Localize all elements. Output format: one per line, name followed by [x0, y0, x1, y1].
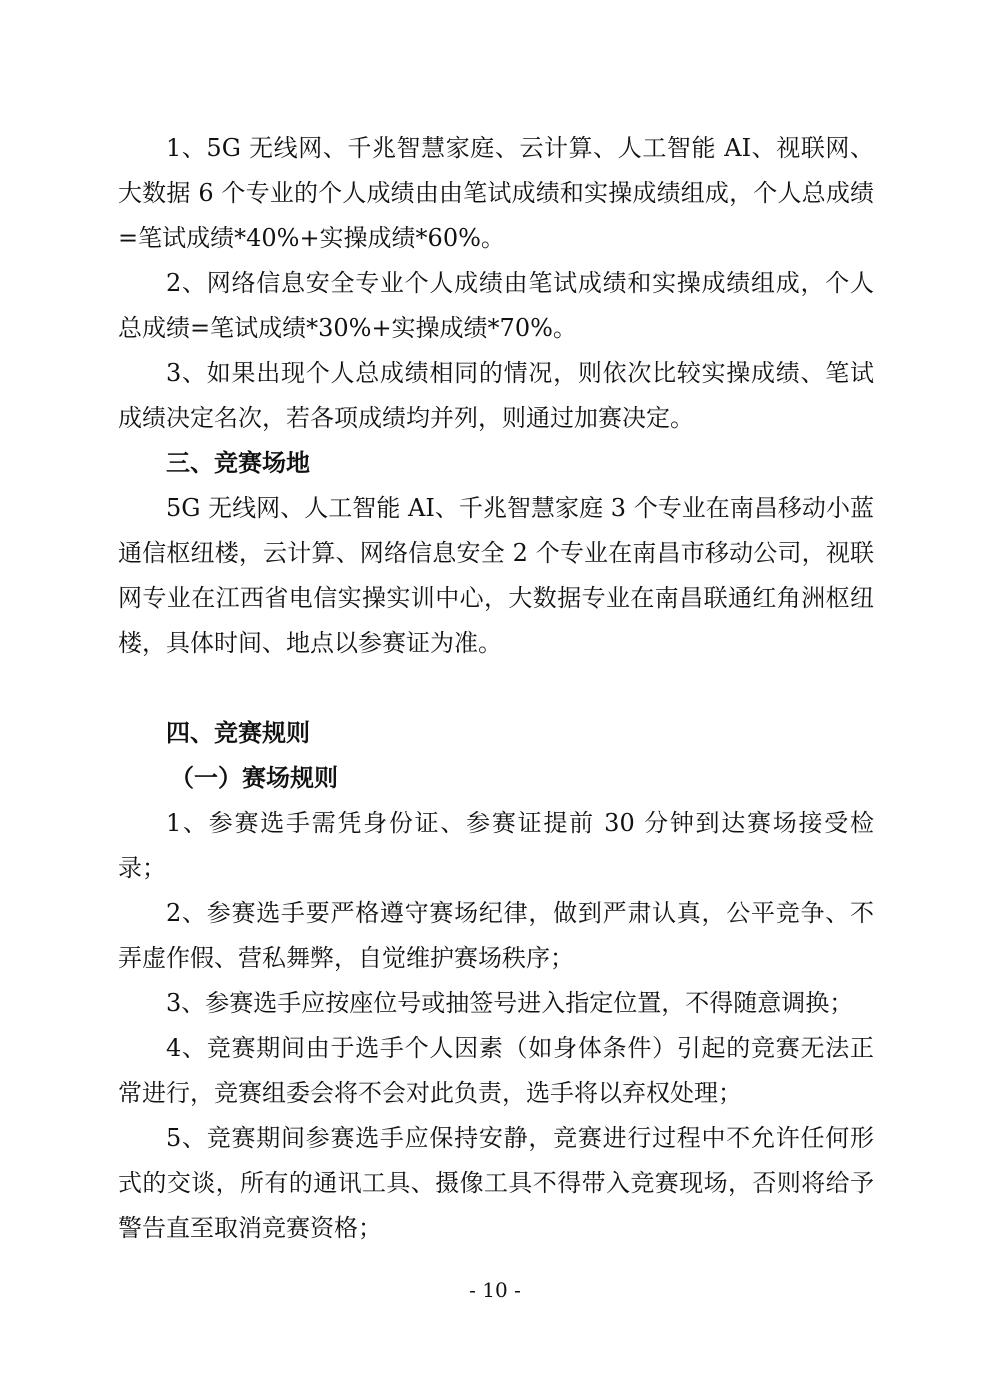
blank-line — [118, 666, 874, 711]
rule-item-1: 1、参赛选手需凭身份证、参赛证提前 30 分钟到达赛场接受检录； — [118, 809, 874, 882]
page-content — [118, 126, 874, 1251]
rule-item-5: 5、竞赛期间参赛选手应保持安静，竞赛进行过程中不允许任何形式的交谈，所有的通讯工具、摄像工具不得带入竞赛现场，否则将给予警告直至取消竞赛资格； — [118, 1124, 874, 1242]
scoring-paragraph-3: 3、如果出现个人总成绩相同的情况，则依次比较实操成绩、笔试成绩决定名次，若各项成绩均并列，则通过加赛决定。 — [118, 359, 874, 432]
section-heading-rules: 四、竞赛规则 — [166, 719, 310, 747]
page-number: - 10 - — [469, 1278, 521, 1302]
subsection-heading-venue-rules: （一）赛场规则 — [170, 764, 338, 792]
section-heading-venue: 三、竞赛场地 — [166, 449, 310, 477]
rule-item-2: 2、参赛选手要严格遵守赛场纪律，做到严肃认真，公平竞争、不弄虚作假、营私舞弊，自觉维护赛场秩序； — [118, 899, 874, 972]
rule-item-3: 3、参赛选手应按座位号或抽签号进入指定位置，不得随意调换； — [166, 989, 854, 1017]
scoring-paragraph-2: 2、网络信息安全专业个人成绩由笔试成绩和实操成绩组成，个人总成绩=笔试成绩*30%+实操成绩*70%。 — [118, 269, 874, 342]
rule-item-4: 4、竞赛期间由于选手个人因素（如身体条件）引起的竞赛无法正常进行，竞赛组委会将不会对此负责，选手将以弃权处理； — [118, 1034, 874, 1107]
scoring-paragraph-1: 1、5G 无线网、千兆智慧家庭、云计算、人工智能 AI、视联网、大数据 6 个专业的个人成绩由由笔试成绩和实操成绩组成，个人总成绩=笔试成绩*40%+实操成绩*60%。 — [118, 134, 874, 252]
venue-paragraph: 5G 无线网、人工智能 AI、千兆智慧家庭 3 个专业在南昌移动小蓝通信枢纽楼，云计算、网络信息安全 2 个专业在南昌市移动公司，视联网专业在江西省电信实操实训中心，大数据专业在南昌联通红角洲枢纽楼，具体时间、地点以参赛证为准。 — [118, 494, 874, 657]
